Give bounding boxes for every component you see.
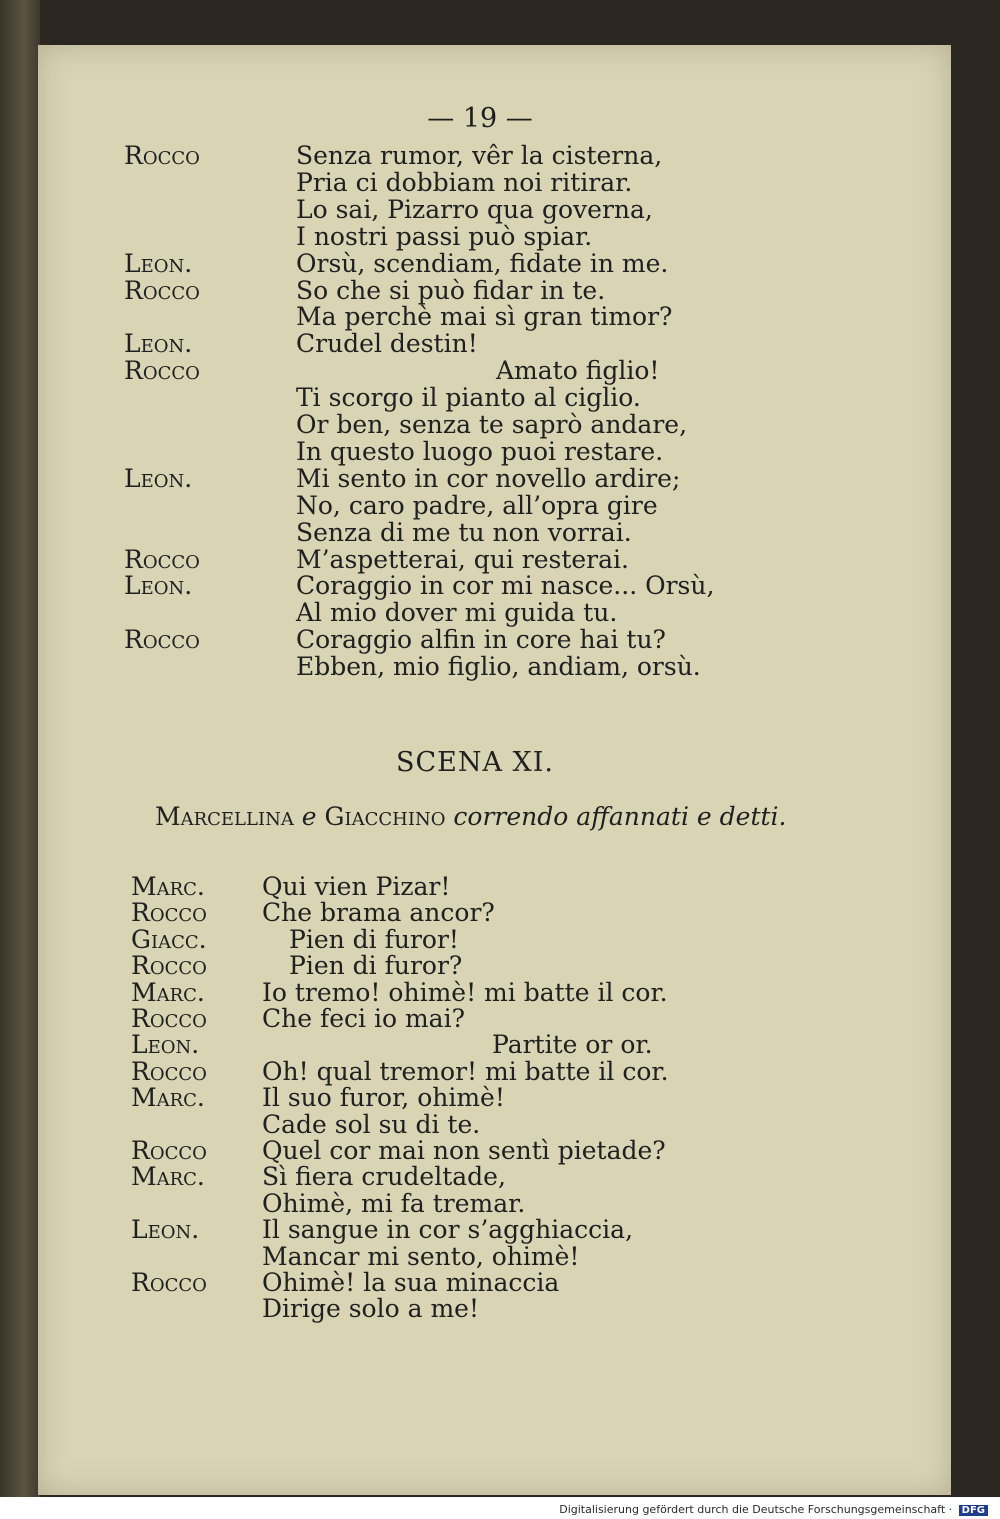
verse-line: Pien di furor? bbox=[289, 951, 463, 981]
speaker-label: Rocco bbox=[131, 1268, 207, 1297]
verse-line: M’aspetterai, qui resterai. bbox=[296, 544, 629, 574]
verse-line: Il sangue in cor s’agghiaccia, bbox=[262, 1215, 634, 1245]
page-number: — 19 — bbox=[427, 103, 533, 134]
scene-description bbox=[155, 802, 786, 831]
verse-line: Pien di furor! bbox=[289, 924, 459, 954]
speaker-label: Giacc. bbox=[131, 924, 207, 954]
speaker-label: Marc. bbox=[131, 1083, 205, 1113]
verse-line: Amato figlio! bbox=[496, 356, 660, 386]
speaker-label: Leon. bbox=[131, 1215, 200, 1245]
verse-line: Qui vien Pizar! bbox=[262, 872, 451, 901]
verse-line: Che feci io mai? bbox=[262, 1004, 465, 1033]
speaker-label: Marc. bbox=[131, 1162, 205, 1192]
verse-line: I nostri passi può spiar. bbox=[296, 221, 593, 251]
verse-line: Ebben, mio figlio, andiam, orsù. bbox=[296, 652, 701, 682]
speaker-label: Leon. bbox=[124, 571, 193, 601]
speaker-label: Rocco bbox=[131, 898, 207, 928]
verse-line: Or ben, senza te saprò andare, bbox=[296, 410, 688, 439]
verse-line: Lo sai, Pizarro qua governa, bbox=[296, 194, 653, 224]
verse-line: Dirige solo a me! bbox=[262, 1294, 480, 1324]
speaker-label: Leon. bbox=[131, 1030, 200, 1060]
verse-line: Sì fiera crudeltade, bbox=[262, 1162, 506, 1192]
verse-line: Orsù, scendiam, fidate in me. bbox=[296, 248, 669, 278]
verse-line: Al mio dover mi guida tu. bbox=[296, 598, 618, 628]
verse-line: No, caro padre, all’opra gire bbox=[296, 490, 658, 520]
verse-line: Partite or or. bbox=[492, 1030, 653, 1060]
verse-line: Il suo furor, ohimè! bbox=[262, 1083, 505, 1113]
verse-line: Pria ci dobbiam noi ritirar. bbox=[296, 167, 633, 197]
dfg-logo: DFG bbox=[959, 1505, 988, 1516]
speaker-label: Leon. bbox=[124, 329, 193, 359]
character-name: Marcellina bbox=[155, 802, 294, 831]
speaker-label: Marc. bbox=[131, 977, 205, 1007]
conjunction: e bbox=[293, 802, 325, 831]
speaker-label: Rocco bbox=[124, 544, 200, 574]
speaker-label: Rocco bbox=[124, 625, 200, 655]
speaker-label: Rocco bbox=[124, 141, 200, 170]
verse-line: Ohimè, mi fa tremar. bbox=[262, 1188, 526, 1218]
verse-line: Senza rumor, vêr la cisterna, bbox=[296, 141, 663, 170]
verse-line: Che brama ancor? bbox=[262, 898, 495, 928]
speaker-label: Rocco bbox=[131, 951, 207, 981]
speaker-label: Rocco bbox=[124, 356, 200, 386]
speaker-label: Rocco bbox=[124, 275, 200, 305]
verse-line: Oh! qual tremor! mi batte il cor. bbox=[262, 1056, 669, 1086]
verse-line: Mi sento in cor novello ardire; bbox=[296, 463, 681, 493]
verse-line: Io tremo! ohimè! mi batte il cor. bbox=[262, 977, 668, 1007]
verse-line: Coraggio alfin in core hai tu? bbox=[296, 625, 666, 655]
verse-line: Ma perchè mai sì gran timor? bbox=[296, 302, 673, 332]
verse-line: So che si può fidar in te. bbox=[296, 275, 606, 305]
speaker-label: Marc. bbox=[131, 872, 205, 901]
speaker-label: Rocco bbox=[131, 1004, 207, 1033]
speaker-label: Leon. bbox=[124, 463, 193, 493]
verse-line: Senza di me tu non vorrai. bbox=[296, 517, 632, 547]
scene-title: SCENA XI. bbox=[395, 747, 555, 778]
speaker-label: Leon. bbox=[124, 248, 193, 278]
verse-line: Crudel destin! bbox=[296, 329, 478, 359]
stage-direction: correndo affannati e detti. bbox=[445, 802, 787, 831]
speaker-label: Rocco bbox=[131, 1136, 207, 1165]
verse-line: Coraggio in cor mi nasce... Orsù, bbox=[296, 571, 715, 601]
verse-line: Ohimè! la sua minaccia bbox=[262, 1268, 560, 1297]
verse-line: Mancar mi sento, ohimè! bbox=[262, 1241, 580, 1271]
verse-line: In questo luogo puoi restare. bbox=[296, 436, 664, 466]
verse-line: Quel cor mai non sentì pietade? bbox=[262, 1136, 666, 1165]
speaker-label: Rocco bbox=[131, 1056, 207, 1086]
credit-text: Digitalisierung gefördert durch die Deutsche Forschungsgemeinschaft bbox=[559, 1503, 946, 1516]
verse-line: Ti scorgo il pianto al ciglio. bbox=[296, 383, 641, 413]
character-name: Giacchino bbox=[324, 802, 446, 831]
digitization-credit: Digitalisierung gefördert durch die Deutsche Forschungsgemeinschaft · DFG bbox=[555, 1502, 992, 1517]
verse-line: Cade sol su di te. bbox=[262, 1109, 481, 1139]
